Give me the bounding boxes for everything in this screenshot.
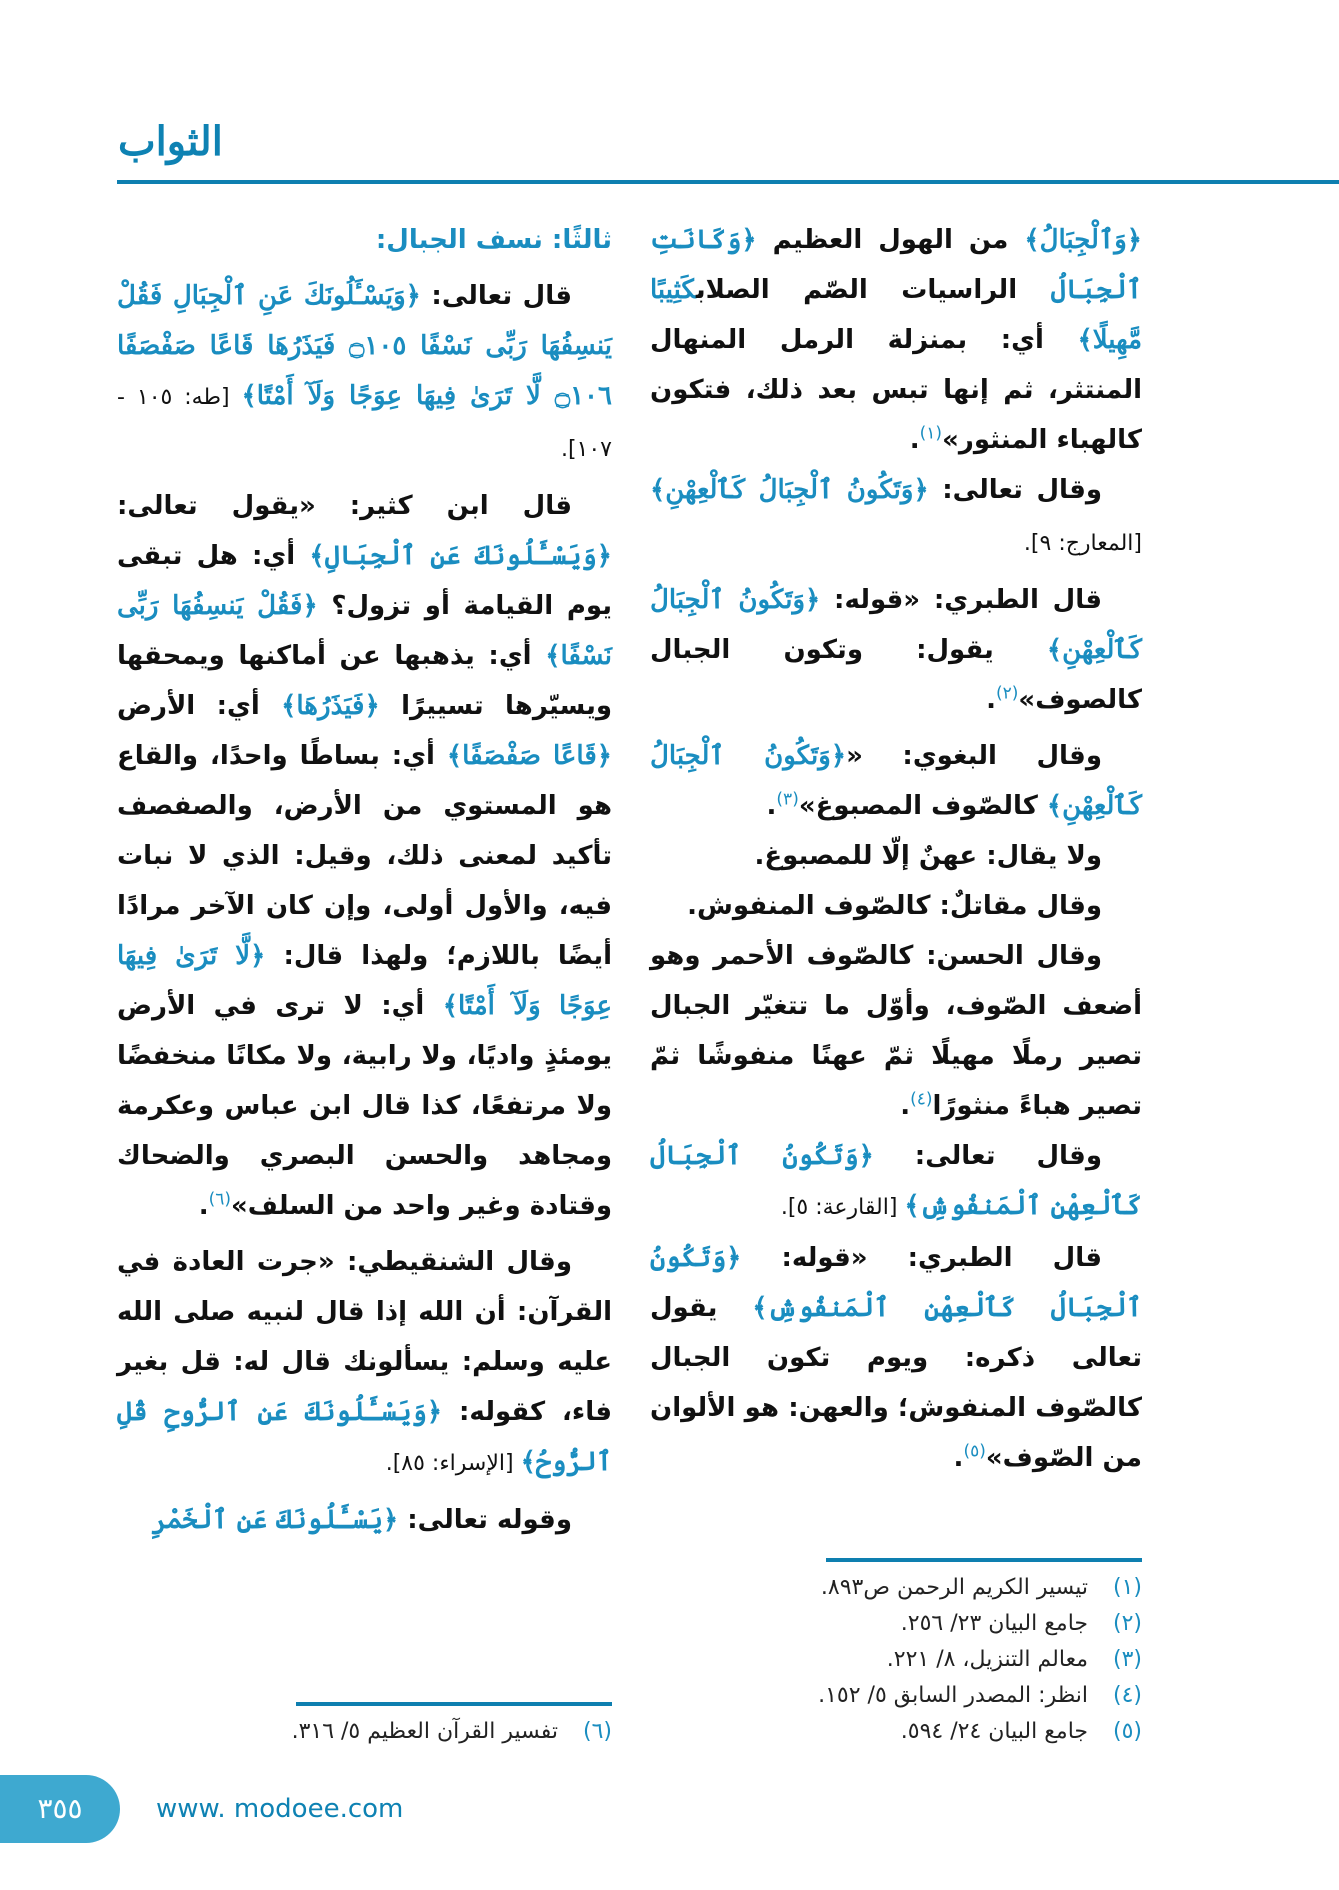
body-text: الراسيات الصّم الصلاب: [695, 275, 1051, 305]
footnote: [650, 1714, 1142, 1750]
paragraph: [117, 215, 612, 265]
right-column-body: [650, 215, 1142, 1483]
footnote-number: (٥): [1112, 1719, 1142, 1744]
section-heading: ثالثًا: نسف الجبال:: [375, 225, 612, 255]
footnote-marker[interactable]: (٢): [996, 683, 1019, 704]
footnotes-right: [650, 1570, 1142, 1750]
footnote-number: (٢): [1112, 1611, 1142, 1636]
quran-verse: ﴿وَيَسْـَٔلُونَكَ عَنِ ٱلْجِبَالِ﴾: [309, 541, 612, 571]
verse-reference: [طه: ١٠٥ - ١٠٧].: [117, 385, 612, 462]
footnote-text: جامع البيان ٢٣/ ٢٥٦.: [900, 1611, 1088, 1636]
body-text: قال الطبري: «قوله:: [741, 1243, 1102, 1273]
body-text: .: [953, 1443, 964, 1473]
body-text: قال ابن كثير: «يقول تعالى:: [117, 491, 572, 521]
footnote-number: (٤): [1112, 1683, 1142, 1708]
body-text: يقول: وتكون الجبال كالصوف»: [650, 635, 1142, 715]
body-text: .: [198, 1191, 209, 1221]
left-column: [117, 215, 612, 1750]
footnote: [650, 1570, 1142, 1606]
verse-reference: [القارعة: ٥].: [780, 1195, 905, 1220]
body-text: أي: يذهبها عن أماكنها ويمحقها ويسيّرها تسييرًا: [117, 641, 612, 721]
quran-verse: ﴿قَاعًا صَفْصَفًا﴾: [446, 741, 612, 771]
footnote-text: انظر: المصدر السابق ٥/ ١٥٢.: [818, 1683, 1088, 1708]
body-text: .: [986, 685, 996, 715]
quran-verse: ﴿وَيَسْـَٔلُونَكَ عَنِ ٱلْجِبَالِ فَقُلْ يَنسِفُهَا رَبِّى نَسْفًا ۝١٠٥ فَيَذَرُهَا قَاعًا صَفْصَفًا ۝١٠٦ لَّا تَرَىٰ فِيهَا عِوَجًا وَلَآ أَمْتًا﴾: [117, 281, 612, 411]
footnote: [117, 1714, 612, 1750]
body-text: وقال الشنقيطي: «جرت العادة في القرآن: أن الله إذا قال لنبيه صلى الله عليه وسلم: يسألونك قال له: قل بغير فاء، كقوله:: [117, 1247, 612, 1427]
body-text: كالصّوف المصبوغ»: [798, 791, 1047, 821]
footnote-text: تيسير الكريم الرحمن ص٨٩٣.: [820, 1575, 1088, 1600]
footnote-marker[interactable]: (٦): [208, 1189, 231, 1210]
footnote-marker[interactable]: (٥): [963, 1441, 986, 1462]
body-text: يقول تعالى ذكره: ويوم تكون الجبال كالصّوف المنفوش؛ والعهن: هو الألوان من الصّوف»: [650, 1293, 1142, 1473]
body-text: أي: الأرض: [117, 691, 282, 721]
body-text: أي: بمنزلة الرمل المنهال المنتثر، ثم إنها تبس بعد ذلك، فتكون كالهباء المنثور»: [650, 325, 1142, 455]
footnote-number: (١): [1112, 1575, 1142, 1600]
footnotes-left: [117, 1714, 612, 1750]
quran-verse: ﴿وَتَكُونُ ٱلْجِبَالُ كَٱلْعِهْنِ ٱلْمَنفُوشِ﴾: [650, 1243, 1142, 1323]
footnote: [650, 1642, 1142, 1678]
body-text: .: [909, 425, 920, 455]
quran-verse: ﴿وَكَانَتِ ٱلْجِبَالُ: [650, 225, 1142, 305]
footnote-divider: [296, 1702, 612, 1706]
body-text: وقال تعالى:: [873, 1141, 1102, 1171]
footnote: [650, 1606, 1142, 1642]
footnote-number: (٣): [1112, 1647, 1142, 1672]
body-text: قال تعالى:: [420, 281, 572, 311]
footnote-number: (٦): [582, 1719, 612, 1744]
quran-verse: ﴿وَتَكُونُ ٱلْجِبَالُ كَٱلْعِهْنِ ٱلْمَنفُوشِ﴾: [650, 1141, 1142, 1221]
quran-verse: ﴿وَتَكُونُ ٱلْجِبَالُ كَٱلْعِهْنِ﴾: [650, 475, 929, 505]
quran-verse: ﴿وَتَكُونُ ٱلْجِبَالُ كَٱلْعِهْنِ﴾: [650, 585, 1142, 665]
paragraph: [650, 575, 1142, 725]
quran-verse: ﴿وَيَسْـَٔلُونَكَ عَنِ ٱلرُّوحِ قُلِ ٱلرُّوحُ﴾: [117, 1397, 612, 1477]
footnote-text: معالم التنزيل، ٨/ ٢٢١.: [886, 1647, 1088, 1672]
header-rule: [117, 180, 1339, 184]
page-number-badge: ٣٥٥: [0, 1775, 120, 1843]
body-text: أي: لا ترى في الأرض يومئذٍ واديًا، ولا رابية، ولا مكانًا منخفضًا ولا مرتفعًا، كذا قال ابن عباس وعكرمة ومجاهد والحسن البصري والضحاك وقتادة وغير واحد من السلف»: [117, 991, 612, 1221]
footnote-marker[interactable]: (٣): [776, 789, 799, 810]
left-column-body: [117, 215, 612, 1545]
body-text: وقال الحسن: كالصّوف الأحمر وهو أضعف الصّوف، وأوّل ما تتغيّر الجبال تصير رملًا مهيلًا ثمّ عهنًا منفوشًا ثمّ تصير هباءً منثورًا: [650, 941, 1142, 1121]
quran-verse: ﴿فَقُلْ يَنسِفُهَا رَبِّى نَسْفًا﴾: [117, 591, 612, 671]
right-column: [650, 215, 1142, 1750]
body-text: وقوله تعالى:: [398, 1505, 572, 1535]
paragraph: [117, 1495, 612, 1545]
body-text: وقال تعالى:: [928, 475, 1103, 505]
quran-verse: ﴿يَسْـَٔلُونَكَ عَنِ ٱلْخَمْرِ: [151, 1505, 399, 1535]
quran-verse: ﴿فَيَذَرُهَا﴾: [281, 691, 380, 721]
footnote-text: تفسير القرآن العظيم ٥/ ٣١٦.: [291, 1719, 558, 1744]
footnote-marker[interactable]: (٤): [910, 1089, 933, 1110]
verse-reference: [المعارج: ٩].: [1023, 531, 1142, 556]
website-link[interactable]: www. modoee.com: [156, 1794, 404, 1824]
body-text: قال الطبري: «قوله:: [820, 585, 1102, 615]
body-text: أي: هل تبقى يوم القيامة أو تزول؟: [117, 541, 612, 621]
body-text: ولا يقال: عهنٌ إلّا للمصبوغ.: [754, 841, 1102, 871]
body-text: أي: بساطًا واحدًا، والقاع هو المستوي من الأرض، والصفصف تأكيد لمعنى ذلك، وقيل: الذي لا نبات فيه، والأول أولى، وإن كان الآخر مرادًا أيضًا باللازم؛ ولهذا قال:: [117, 741, 612, 971]
paragraph: [117, 1237, 612, 1489]
quran-verse: ﴿وَٱلْجِبَالُ﴾: [1024, 225, 1142, 255]
quran-verse: كَثِيبًا مَّهِيلًا﴾: [650, 275, 1142, 355]
paragraph: [117, 481, 612, 1231]
paragraph: [650, 215, 1142, 465]
paragraph: [117, 271, 612, 475]
footnotes-left-block: [117, 1688, 612, 1750]
footnote-marker[interactable]: (١): [919, 423, 943, 444]
paragraph: [650, 465, 1142, 569]
quran-verse: ﴿وَتَكُونُ ٱلْجِبَالُ كَٱلْعِهْنِ﴾: [650, 741, 1142, 821]
body-text: وقال البغوي: «: [846, 741, 1102, 771]
body-text: وقال مقاتلٌ: كالصّوف المنفوش.: [687, 891, 1102, 921]
paragraph: [650, 831, 1142, 881]
footnote: [650, 1678, 1142, 1714]
chapter-title: الثواب: [118, 118, 223, 165]
quran-verse: ﴿لَّا تَرَىٰ فِيهَا عِوَجًا وَلَآ أَمْتًا﴾: [117, 941, 612, 1021]
paragraph: [650, 931, 1142, 1131]
body-text: .: [900, 1091, 911, 1121]
verse-reference: [الإسراء: ٨٥].: [385, 1451, 521, 1476]
paragraph: [650, 731, 1142, 831]
body-text: .: [766, 791, 777, 821]
paragraph: [650, 881, 1142, 931]
body-text: من الهول العظيم: [756, 225, 1025, 255]
footnote-text: جامع البيان ٢٤/ ٥٩٤.: [900, 1719, 1088, 1744]
paragraph: [650, 1233, 1142, 1483]
paragraph: [650, 1131, 1142, 1233]
footnotes-right-block: [650, 1544, 1142, 1750]
footnote-divider: [826, 1558, 1142, 1562]
